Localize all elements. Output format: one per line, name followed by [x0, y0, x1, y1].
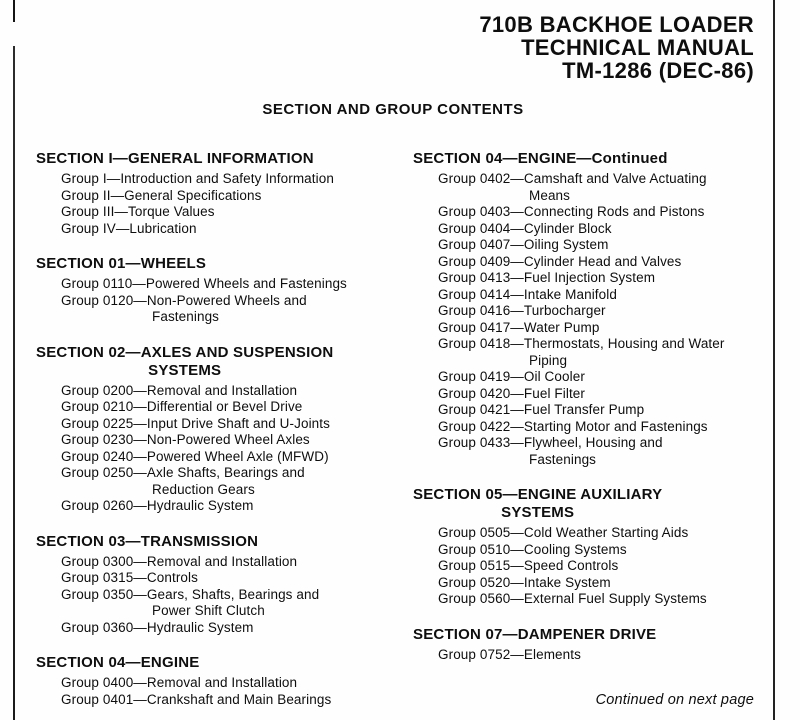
- contents-column-right: [413, 150, 772, 681]
- section-heading: [36, 150, 314, 168]
- group-item: [36, 171, 413, 188]
- group-line: Group 0230—Non-Powered Wheel Axles: [61, 432, 310, 447]
- group-item: [36, 554, 413, 571]
- page-right-rule: [773, 0, 775, 720]
- group-line: Group 0360—Hydraulic System: [61, 619, 254, 635]
- section-heading-line: SECTION 04—ENGINE: [36, 654, 200, 671]
- group-item: [413, 369, 772, 386]
- toc-section: [36, 344, 413, 515]
- group-line: Group 0250—Axle Shafts, Bearings and: [61, 465, 305, 480]
- section-heading: [36, 255, 206, 273]
- group-line: Group 0300—Removal and Installation: [61, 553, 298, 569]
- group-line: Group 0420—Fuel Filter: [438, 385, 586, 401]
- group-line: Group I—Introduction and Safety Information: [61, 171, 334, 186]
- manual-title: 710B BACKHOE LOADER: [479, 12, 754, 37]
- group-item: [413, 542, 772, 559]
- group-line: Group 0240—Powered Wheel Axle (MFWD): [61, 448, 329, 464]
- section-heading: [413, 486, 662, 522]
- section-heading: [36, 533, 258, 551]
- group-line: Group 0120—Non-Powered Wheels and: [61, 292, 307, 308]
- group-line: Group 0419—Oil Cooler: [438, 369, 585, 384]
- group-item: [36, 465, 413, 498]
- toc-section: [413, 150, 772, 468]
- group-line: Group 0407—Oiling System: [438, 237, 609, 252]
- contents-heading: SECTION AND GROUP CONTENTS: [262, 101, 524, 118]
- toc-section: [413, 626, 772, 664]
- group-item: [36, 432, 413, 449]
- group-item: [36, 383, 413, 400]
- group-item: [36, 276, 413, 293]
- group-line: Group 0210—Differential or Bevel Drive: [61, 399, 303, 414]
- group-item: [413, 435, 772, 468]
- group-item: [36, 498, 413, 515]
- group-item: [413, 270, 772, 287]
- group-item: [413, 647, 772, 664]
- group-line: Group 0350—Gears, Shafts, Bearings and: [61, 586, 320, 602]
- group-line: Group IV—Lubrication: [61, 220, 197, 236]
- toc-section: [36, 654, 413, 708]
- group-line: Group 0433—Flywheel, Housing and: [438, 435, 663, 450]
- group-item: [413, 303, 772, 320]
- group-item: [413, 591, 772, 608]
- group-item: [413, 237, 772, 254]
- group-line: Group 0505—Cold Weather Starting Aids: [438, 525, 689, 540]
- group-item: [36, 204, 413, 221]
- contents-columns: [36, 150, 772, 720]
- group-line: Group 0510—Cooling Systems: [438, 541, 627, 557]
- group-line: Group 0260—Hydraulic System: [61, 498, 254, 513]
- group-line: Group 0225—Input Drive Shaft and U-Joints: [61, 415, 330, 431]
- group-item: [36, 416, 413, 433]
- group-item: [413, 525, 772, 542]
- group-line: Group 0200—Removal and Installation: [61, 382, 298, 398]
- group-line: Group 0409—Cylinder Head and Valves: [438, 253, 682, 269]
- toc-section: [36, 150, 413, 237]
- group-line: Group 0520—Intake System: [438, 574, 611, 590]
- group-line: Fastenings: [152, 309, 220, 324]
- group-line: Group 0402—Camshaft and Valve Actuating: [438, 171, 707, 186]
- section-heading: [36, 344, 333, 380]
- title-block: [479, 13, 754, 82]
- group-item: [413, 336, 772, 369]
- group-line: Group III—Torque Values: [61, 204, 215, 219]
- group-line: Group 0400—Removal and Installation: [61, 675, 298, 690]
- group-line: Group 0421—Fuel Transfer Pump: [438, 402, 645, 417]
- group-item: [413, 320, 772, 337]
- group-item: [413, 287, 772, 304]
- group-item: [413, 402, 772, 419]
- group-line: Group 0413—Fuel Injection System: [438, 270, 656, 285]
- group-item: [36, 675, 413, 692]
- group-item: [413, 419, 772, 436]
- group-item: [413, 558, 772, 575]
- group-item: [413, 221, 772, 238]
- toc-section: [36, 255, 413, 326]
- continued-note: Continued on next page: [595, 692, 754, 708]
- group-line: Group 0404—Cylinder Block: [438, 220, 612, 236]
- group-line: Group 0418—Thermostats, Housing and Water: [438, 336, 725, 351]
- group-line: Means: [529, 187, 571, 203]
- group-item: [413, 386, 772, 403]
- group-line: Group 0401—Crankshaft and Main Bearings: [61, 691, 332, 707]
- group-line: Reduction Gears: [152, 481, 255, 497]
- group-line: Group 0515—Speed Controls: [438, 558, 619, 573]
- group-item: [36, 692, 413, 709]
- group-item: [36, 587, 413, 620]
- group-line: Group 0416—Turbocharger: [438, 303, 606, 318]
- group-line: Group 0414—Intake Manifold: [438, 286, 617, 302]
- group-item: [36, 399, 413, 416]
- section-heading: [413, 626, 656, 644]
- toc-section: [36, 533, 413, 637]
- section-heading-line: SECTION 01—WHEELS: [36, 255, 207, 272]
- group-item: [413, 575, 772, 592]
- group-line: Group 0110—Powered Wheels and Fastenings: [61, 276, 347, 291]
- group-item: [36, 221, 413, 238]
- group-line: Group 0422—Starting Motor and Fastenings: [438, 418, 708, 434]
- section-heading-line: SECTION 04—ENGINE—Continued: [413, 150, 668, 167]
- group-line: Fastenings: [529, 451, 597, 467]
- contents-column-left: [36, 150, 413, 720]
- section-heading-line: SECTION I—GENERAL INFORMATION: [36, 150, 314, 167]
- group-line: Group 0752—Elements: [438, 646, 581, 662]
- manual-number: TM-1286 (DEC-86): [562, 58, 754, 83]
- manual-subtitle: TECHNICAL MANUAL: [521, 35, 754, 60]
- group-item: [36, 188, 413, 205]
- group-line: Group 0315—Controls: [61, 570, 198, 585]
- section-heading-line: SECTION 05—ENGINE AUXILIARY: [413, 486, 663, 503]
- group-line: Power Shift Clutch: [152, 603, 265, 618]
- section-heading-line: SECTION 07—DAMPENER DRIVE: [413, 625, 657, 643]
- section-heading-line: SYSTEMS: [501, 504, 575, 521]
- group-item: [36, 620, 413, 637]
- section-heading-line: SECTION 02—AXLES AND SUSPENSION: [36, 343, 334, 361]
- group-line: Group II—General Specifications: [61, 187, 262, 203]
- group-item: [413, 254, 772, 271]
- group-item: [36, 293, 413, 326]
- group-line: Group 0417—Water Pump: [438, 319, 600, 335]
- section-heading: [413, 150, 668, 168]
- group-line: Group 0403—Connecting Rods and Pistons: [438, 204, 705, 219]
- group-item: [413, 171, 772, 204]
- section-heading: [36, 654, 199, 672]
- group-line: Group 0560—External Fuel Supply Systems: [438, 591, 707, 606]
- section-heading-line: SYSTEMS: [148, 361, 222, 379]
- group-item: [36, 449, 413, 466]
- toc-section: [413, 486, 772, 608]
- group-line: Piping: [529, 352, 568, 368]
- section-heading-line: SECTION 03—TRANSMISSION: [36, 532, 259, 550]
- group-item: [36, 570, 413, 587]
- group-item: [413, 204, 772, 221]
